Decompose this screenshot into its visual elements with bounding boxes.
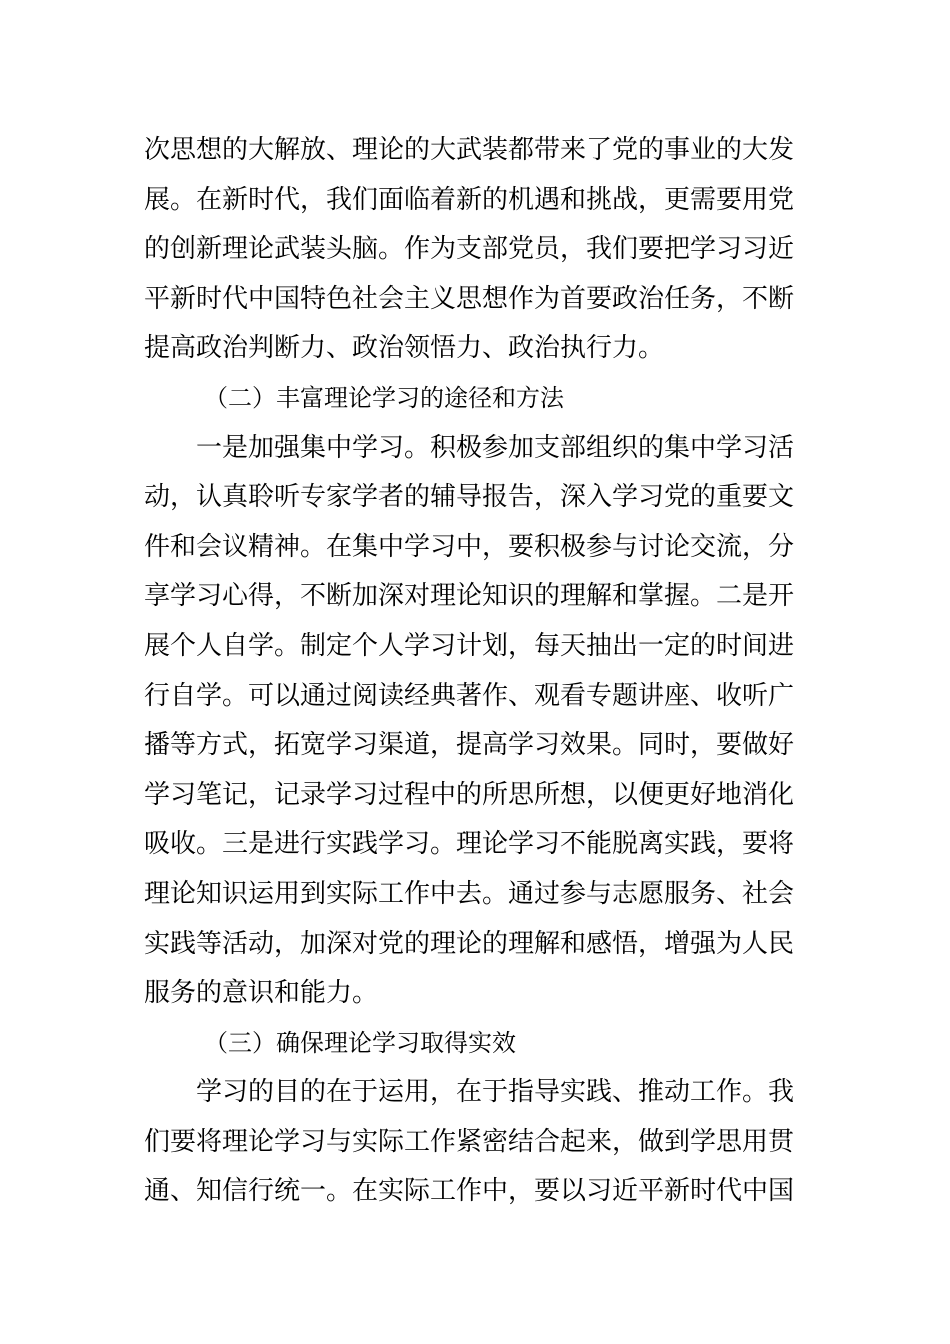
text-line: 享学习心得，不断加深对理论知识的理解和掌握。二是开 xyxy=(144,581,795,612)
text-line: 平新时代中国特色社会主义思想作为首要政治任务，不断 xyxy=(144,283,795,314)
paragraph-first-line: 学习的目的在于运用，在于指导实践、推动工作。我 xyxy=(196,1077,795,1108)
text-line: 展个人自学。制定个人学习计划，每天抽出一定的时间进 xyxy=(144,630,795,661)
text-line: 通、知信行统一。在实际工作中，要以习近平新时代中国 xyxy=(144,1176,795,1207)
paragraph-first-line: 一是加强集中学习。积极参加支部组织的集中学习活 xyxy=(196,432,795,463)
text-line: 理论知识运用到实际工作中去。通过参与志愿服务、社会 xyxy=(144,878,795,909)
text-line: 件和会议精神。在集中学习中，要积极参与讨论交流，分 xyxy=(144,531,795,562)
text-line: 次思想的大解放、理论的大武装都带来了党的事业的大发 xyxy=(144,135,795,165)
document-body xyxy=(144,126,808,1217)
text-line: 提高政治判断力、政治领悟力、政治执行力。 xyxy=(144,333,665,364)
text-line: 们要将理论学习与实际工作紧密结合起来，做到学思用贯 xyxy=(144,1126,795,1157)
text-line: 的创新理论武装头脑。作为支部党员，我们要把学习习近 xyxy=(144,234,795,265)
text-line: 学习笔记，记录学习过程中的所思所想，以便更好地消化 xyxy=(144,779,795,810)
text-line: 展。在新时代，我们面临着新的机遇和挑战，更需要用党 xyxy=(144,184,795,215)
text-line: 吸收。三是进行实践学习。理论学习不能脱离实践，要将 xyxy=(144,829,795,860)
section-heading: （三）确保理论学习取得实效 xyxy=(204,1028,516,1057)
text-line: 服务的意识和能力。 xyxy=(144,978,379,1009)
text-line: 动，认真聆听专家学者的辅导报告，深入学习党的重要文 xyxy=(144,482,795,513)
section-heading: （二）丰富理论学习的途径和方法 xyxy=(204,383,564,412)
text-line: 实践等活动，加深对党的理论的理解和感悟，增强为人民 xyxy=(144,928,795,959)
text-line: 行自学。可以通过阅读经典著作、观看专题讲座、收听广 xyxy=(144,680,795,711)
text-line: 播等方式，拓宽学习渠道，提高学习效果。同时，要做好 xyxy=(144,730,795,761)
